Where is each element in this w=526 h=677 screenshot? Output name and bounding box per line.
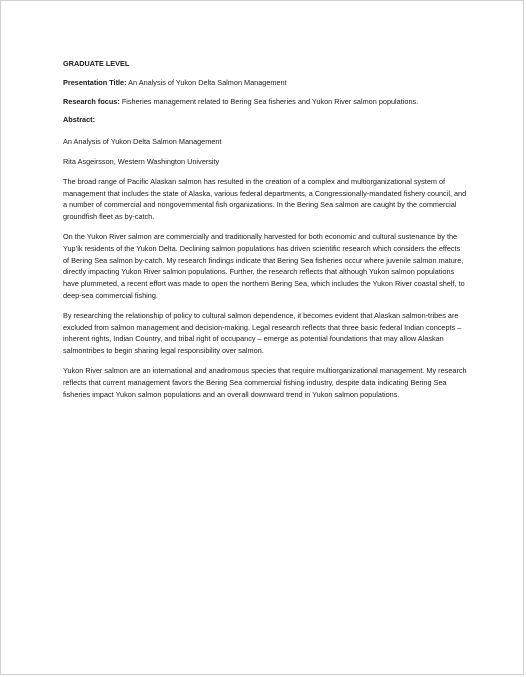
document-body <box>63 58 467 408</box>
abstract-heading: Abstract: <box>63 115 96 125</box>
abstract-paragraph-1: The broad range of Pacific Alaskan salmon has resulted in the creation of a complex and multiorganizational system of management that includes the state of Alaska, various federal departments, a Congressionally-mandated fishery council, and a number of commercial and nongovernmental fish organizations. In the Bering Sea salmon are caught by the commercial groundfish fleet as by-catch. <box>63 176 467 222</box>
abstract-title: An Analysis of Yukon Delta Salmon Management <box>63 137 222 147</box>
presentation-title-value: An Analysis of Yukon Delta Salmon Management <box>128 77 287 87</box>
abstract-paragraph-2: On the Yukon River salmon are commercially and traditionally harvested for both economic and cultural sustenance by the Yup’ik residents of the Yukon Delta. Declining salmon populations has driven scientific research which considers the effects of Bering Sea salmon by-catch. My research findings indicate that Bering Sea fisheries occur where juvenile salmon mature, directly impacting Yukon River salmon populations. Further, the research reflects that although Yukon salmon populations have plummeted, a recent effort was made to open the northern Bering Sea, which includes the Yukon River coastal shelf, to deep-sea commercial fishing. <box>63 231 465 300</box>
research-focus-label: Research focus: <box>63 96 120 106</box>
research-focus-value: Fisheries management related to Bering Sea fisheries and Yukon River salmon populations. <box>121 96 419 106</box>
abstract-paragraph-3: By researching the relationship of policy to cultural salmon dependence, it becomes evident that Alaskan salmon-tribes are excluded from salmon management and decision-making. Legal research reflects that three basic federal Indian concepts – inherent rights, Indian Country, and tribal right of occupancy – emerge as potential foundations that may allow Alaskan salmontribes to begin sharing legal responsibility over salmon. <box>63 310 462 356</box>
presentation-title-label: Presentation Title: <box>63 77 127 87</box>
research-focus-field <box>63 96 467 108</box>
presentation-title-field <box>63 77 467 89</box>
author-line: Rita Asgeirsson, Western Washington University <box>63 156 220 166</box>
level-heading: GRADUATE LEVEL <box>63 59 130 68</box>
abstract-paragraph-4: Yukon River salmon are an international and anadromous species that require multiorganizational management. My research reflects that current management favors the Bering Sea commercial fishing industry, despite data indicating Bering Sea fisheries impact Yukon salmon populations and an overall downward trend in Yukon salmon populations. <box>63 365 467 399</box>
